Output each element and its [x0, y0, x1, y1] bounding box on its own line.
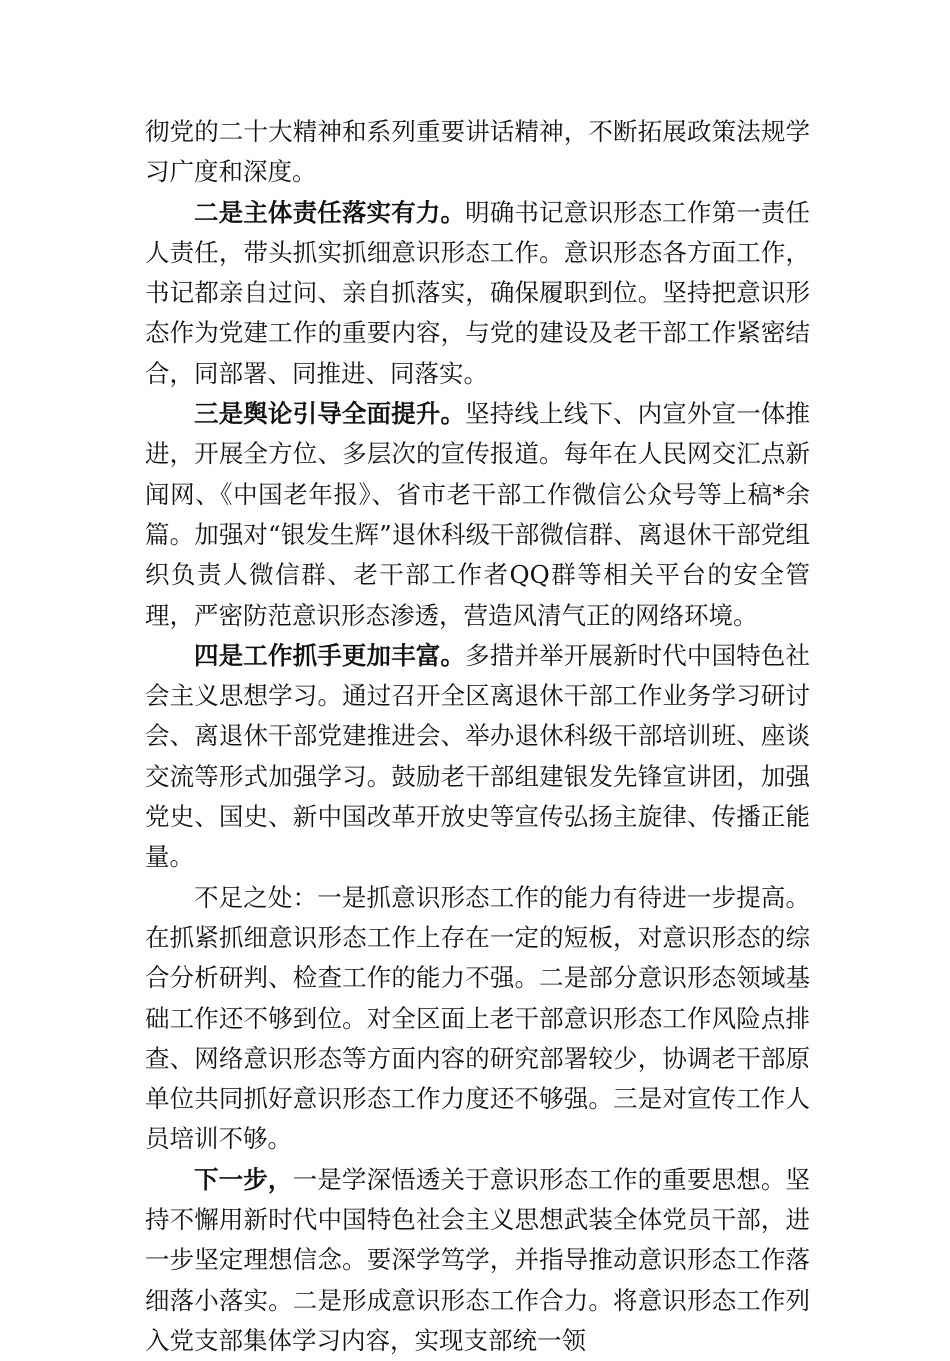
paragraph-main-responsibility: [145, 193, 810, 394]
paragraph-lead: 二是主体责任落实有力。: [194, 197, 466, 227]
paragraph-text: 坚持线上线下、内宣外宣一体推进，开展全方位、多层次的宣传报道。每年在人民网交汇点新闻网、《中国老年报》、省市老干部工作微信公众号等上稿*余篇。加强对“银发生辉”退休科级干部微信群、离退休干部党组织负责人微信群、老干部工作者QQ群等相关平台的安全管理，严密防范意识形态渗透，营造风清气正的网络环境。: [145, 399, 811, 630]
paragraph-text: 多措并举开展新时代中国特色社会主义思想学习。通过召开全区离退休干部工作业务学习研讨会、离退休干部党建推进会、举办退休科级干部培训班、座谈交流等形式加强学习。鼓励老干部组建银发先锋宣讲团，加强党史、国史、新中国改革开放史等宣传弘扬主旋律、传播正能量。: [145, 640, 811, 872]
document-page: [145, 112, 810, 1361]
paragraph-next-steps: [145, 1160, 810, 1361]
paragraph-lead: 四是工作抓手更加丰富。: [194, 640, 466, 670]
paragraph-shortcomings: [145, 878, 810, 1160]
paragraph-lead: 三是舆论引导全面提升。: [194, 399, 466, 429]
paragraph-lead: 下一步，: [194, 1164, 293, 1194]
paragraph-text: 一是学深悟透关于意识形态工作的重要思想。坚持不懈用新时代中国特色社会主义思想武装全体党员干部，进一步坚定理想信念。要深学笃学，并指导推动意识形态工作落细落小落实。二是形成意识形态工作合力。将意识形态工作列入党支部集体学习内容，实现支部统一领: [145, 1164, 811, 1355]
paragraph-text: 一是抓意识形态工作的能力有待进一步提高。在抓紧抓细意识形态工作上存在一定的短板，对意识形态的综合分析研判、检查工作的能力不强。二是部分意识形态领域基础工作还不够到位。对全区面上老干部意识形态工作风险点排查、网络意识形态等方面内容的研究部署较少，协调老干部原单位共同抓好意识形态工作力度还不够强。三是对宣传工作人员培训不够。: [145, 882, 811, 1154]
paragraph-work-approach: [145, 636, 810, 878]
paragraph-text: 明确书记意识形态工作第一责任人责任，带头抓实抓细意识形态工作。意识形态各方面工作，书记都亲自过问、亲自抓落实，确保履职到位。坚持把意识形态作为党建工作的重要内容，与党的建设及老干部工作紧密结合，同部署、同推进、同落实。: [145, 197, 811, 388]
paragraph-lead: 不足之处：: [194, 882, 318, 912]
paragraph-continuation: [145, 112, 810, 193]
paragraph-public-opinion: [145, 394, 810, 636]
paragraph-text: 彻党的二十大精神和系列重要讲话精神，不断拓展政策法规学习广度和深度。: [145, 117, 810, 187]
